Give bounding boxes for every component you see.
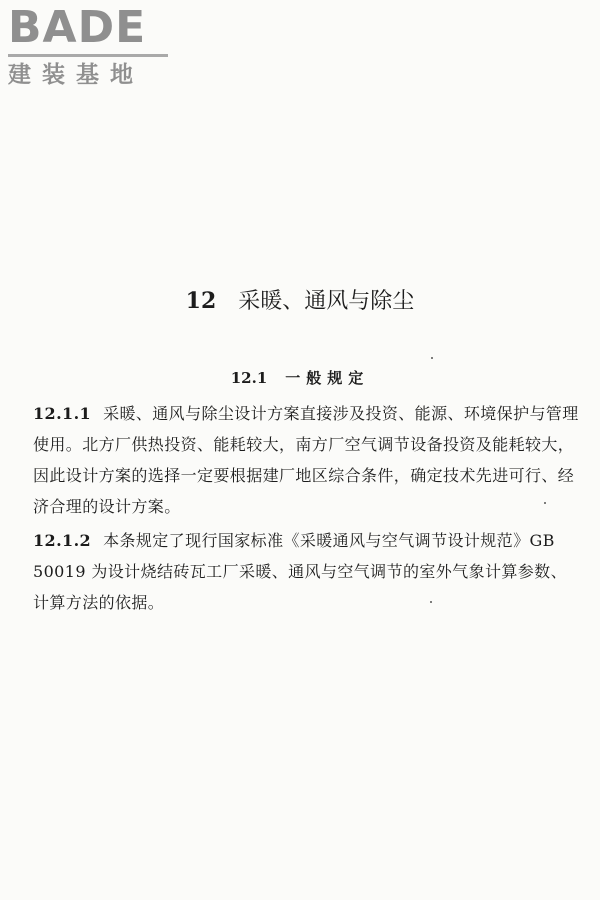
logo-wordmark: BADE	[8, 2, 147, 53]
scan-speck	[544, 502, 546, 504]
clause-12-1-1	[33, 398, 583, 522]
logo-rule	[8, 54, 168, 57]
logo-subtitle: 建装基地	[8, 62, 144, 88]
scan-speck	[431, 357, 433, 359]
chapter-number: 12	[185, 288, 217, 314]
clause-12-1-2	[33, 525, 583, 618]
clause-text: 采暖、通风与除尘设计方案直接涉及投资、能源、环境保护与管理使用。北方厂供热投资、能耗较大，南方厂空气调节设备投资及能耗较大，因此设计方案的选择一定要根据建厂地区综合条件，确定技术先进可行、经济合理的设计方案。	[33, 404, 579, 516]
chapter-heading	[0, 286, 600, 317]
bade-logo	[8, 2, 176, 89]
clause-number: 12.1.2	[33, 531, 92, 550]
clause-text: 本条规定了现行国家标准《采暖通风与空气调节设计规范》GB 50019 为设计烧结砖瓦工厂采暖、通风与空气调节的室外气象计算参数、计算方法的依据。	[33, 531, 567, 612]
section-number: 12.1	[230, 369, 268, 387]
scan-speck	[430, 601, 432, 603]
section-title: 一般规定	[285, 369, 370, 387]
clause-number: 12.1.1	[33, 404, 92, 423]
section-heading	[0, 366, 600, 390]
chapter-title: 采暖、通风与除尘	[238, 289, 415, 314]
